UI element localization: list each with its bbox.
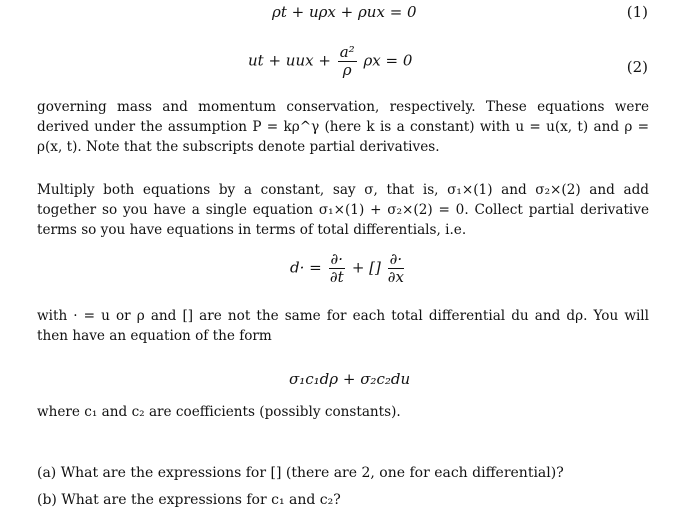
equation-2	[248, 44, 412, 79]
equation-1-number: (1)	[626, 3, 648, 21]
partial-t-numerator: ∂·	[330, 250, 344, 268]
equation-2-fraction-numerator: a²	[339, 43, 355, 61]
partial-x-numerator: ∂·	[389, 250, 403, 268]
paragraph-assumptions: governing mass and momentum conservation, respectively. These equations were derived under the assumption P = kρ^γ (here k is a constant) with u = u(x, t) and ρ = ρ(x, t). Note that the subscripts denote partial derivatives.	[37, 99, 649, 155]
equation-1: ρt + uρx + ρux = 0	[272, 3, 417, 21]
equation-2-right: ρx = 0	[363, 51, 413, 70]
equation-2-number: (2)	[626, 58, 648, 76]
total-differential-left: d· =	[290, 258, 322, 277]
total-differential-mid: + []	[351, 258, 381, 277]
equation-2-fraction-denominator: ρ	[342, 61, 352, 79]
partial-x-fraction	[388, 251, 405, 286]
question-b: (b) What are the expressions for c₁ and c₂?	[37, 492, 341, 508]
paragraph-with: with · = u or ρ and [] are not the same for each total differential du and dρ. You will then have an equation of the form	[37, 308, 649, 344]
paragraph-coefficients: where c₁ and c₂ are coefficients (possibly constants).	[37, 404, 401, 420]
question-a: (a) What are the expressions for [] (there are 2, one for each differential)?	[37, 465, 564, 481]
equation-2-left: ut + uux +	[248, 51, 331, 70]
equation-2-fraction	[338, 44, 357, 79]
partial-t-denominator: ∂t	[329, 268, 344, 286]
total-differential-equation	[290, 251, 406, 286]
partial-x-denominator: ∂x	[387, 268, 405, 286]
partial-t-fraction	[329, 251, 346, 286]
combined-equation: σ₁c₁dρ + σ₂c₂du	[289, 370, 411, 388]
paragraph-multiply: Multiply both equations by a constant, say σ, that is, σ₁×(1) and σ₂×(2) and add together so you have a single equation σ₁×(1) + σ₂×(2) = 0. Collect partial derivative terms so you have equations in terms of total differentials, i.e.	[37, 182, 649, 238]
